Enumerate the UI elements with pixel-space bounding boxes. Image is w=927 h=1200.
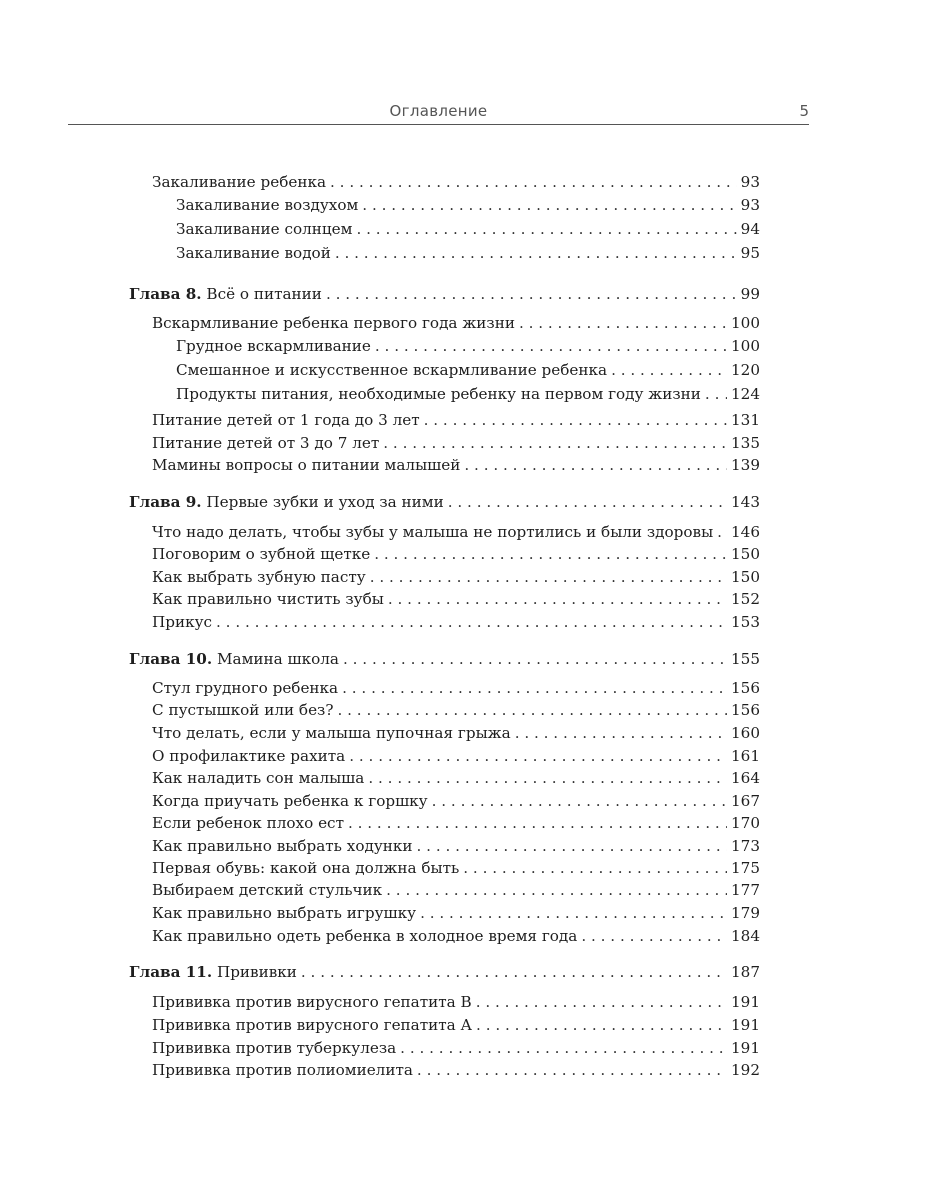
toc-entry-text: Смешанное и искусственное вскармливание ребенка xyxy=(176,361,608,379)
toc-entry xyxy=(152,522,760,542)
toc-entry-text: Первые зубки и уход за ними xyxy=(206,493,444,511)
dot-leader xyxy=(476,992,727,1012)
toc-entry-title xyxy=(129,492,444,512)
dot-leader xyxy=(420,903,727,923)
toc-entry xyxy=(152,313,760,333)
toc-entry-text: Закаливание ребенка xyxy=(152,173,327,191)
toc-entry xyxy=(152,992,760,1012)
toc-chapter-entry xyxy=(129,492,760,512)
header-page-number: 5 xyxy=(799,102,809,120)
toc-page-number: 150 xyxy=(731,545,760,563)
toc-page-number: 99 xyxy=(740,285,760,303)
dot-leader xyxy=(388,589,727,609)
toc-page-number: 146 xyxy=(731,523,760,541)
toc-page-number: 164 xyxy=(731,769,760,787)
toc-page-number: 191 xyxy=(731,993,760,1011)
toc-entry-text: Мамина школа xyxy=(216,650,339,668)
dot-leader xyxy=(348,813,727,833)
toc-entry-text: Как правильно чистить зубы xyxy=(152,590,384,608)
toc-page-number: 191 xyxy=(731,1016,760,1034)
toc-entry-text: Мамины вопросы о питании малышей xyxy=(152,456,461,474)
dot-leader xyxy=(368,768,727,788)
toc-entry-text: Стул грудного ребенка xyxy=(152,679,339,697)
toc-entry xyxy=(152,880,760,900)
toc-entry xyxy=(152,455,760,475)
toc-entry xyxy=(152,926,760,946)
dot-leader xyxy=(335,243,737,263)
toc-entry-title xyxy=(152,455,460,475)
dot-leader xyxy=(342,678,727,698)
toc-page-number: 156 xyxy=(731,679,760,697)
toc-entry-text: Что делать, если у малыша пупочная грыжа xyxy=(152,724,511,742)
toc-entry-title xyxy=(176,360,607,380)
toc-entry-title xyxy=(176,384,701,404)
toc-entry-title xyxy=(129,649,339,669)
chapter-label: Глава 8. xyxy=(129,285,202,303)
toc-entry-text: Закаливание водой xyxy=(176,244,331,262)
toc-entry-title xyxy=(152,567,366,587)
toc-entry-text: Питание детей от 3 до 7 лет xyxy=(152,434,380,452)
dot-leader xyxy=(301,962,727,982)
toc-entry-title xyxy=(152,522,713,542)
toc-entry-title xyxy=(176,195,358,215)
toc-entry-text: Вскармливание ребенка первого года жизни xyxy=(152,314,515,332)
toc-entry-text: Прививки xyxy=(216,963,297,981)
toc-entry xyxy=(152,589,760,609)
toc-entry-text: Прикус xyxy=(152,613,213,631)
dot-leader xyxy=(464,455,727,475)
toc-chapter-entry xyxy=(129,284,760,304)
chapter-label: Глава 10. xyxy=(129,650,213,668)
toc-entry-text: С пустышкой или без? xyxy=(152,701,334,719)
dot-leader xyxy=(448,492,727,512)
toc-entry-text: Как выбрать зубную пасту xyxy=(152,568,366,586)
toc-entry xyxy=(152,1060,760,1080)
dot-leader xyxy=(432,791,727,811)
toc-entry-title xyxy=(152,172,326,192)
toc-entry xyxy=(176,195,760,215)
toc-page-number: 156 xyxy=(731,701,760,719)
toc-entry xyxy=(152,836,760,856)
toc-entry-title xyxy=(152,903,416,923)
toc-entry-title xyxy=(152,313,515,333)
toc-page-number: 139 xyxy=(731,456,760,474)
dot-leader xyxy=(417,836,727,856)
toc-entry-title xyxy=(152,836,413,856)
header-title: Оглавление xyxy=(389,102,488,120)
toc-entry-text: Грудное вскармливание xyxy=(176,337,371,355)
toc-entry-title xyxy=(176,336,371,356)
toc-entry xyxy=(176,336,760,356)
toc-entry xyxy=(152,410,760,430)
toc-entry-text: Если ребенок плохо ест xyxy=(152,814,344,832)
dot-leader xyxy=(326,284,737,304)
toc-entry-text: Выбираем детский стульчик xyxy=(152,881,383,899)
toc-entry-title xyxy=(152,880,382,900)
dot-leader xyxy=(349,746,727,766)
toc-entry xyxy=(152,678,760,698)
toc-page-number: 155 xyxy=(731,650,760,668)
toc-page-number: 179 xyxy=(731,904,760,922)
toc-page-number: 161 xyxy=(731,747,760,765)
dot-leader xyxy=(705,384,727,404)
toc-entry-text: Закаливание воздухом xyxy=(176,196,359,214)
toc-entry-text: Закаливание солнцем xyxy=(176,220,353,238)
dot-leader xyxy=(581,926,727,946)
toc-entry-title xyxy=(152,768,364,788)
toc-entry-title xyxy=(152,700,334,720)
toc-entry xyxy=(176,360,760,380)
toc-page-number: 94 xyxy=(740,220,760,238)
toc-entry-title xyxy=(152,813,344,833)
dot-leader xyxy=(386,880,727,900)
dot-leader xyxy=(417,1060,727,1080)
toc-page-number: 170 xyxy=(731,814,760,832)
toc-entry-title xyxy=(152,612,212,632)
toc-entry-title xyxy=(129,962,297,982)
toc-entry-title xyxy=(152,723,511,743)
dot-leader xyxy=(343,649,727,669)
toc-entry xyxy=(152,700,760,720)
dot-leader xyxy=(424,410,727,430)
toc-entry xyxy=(152,723,760,743)
toc-chapter-entry xyxy=(129,962,760,982)
toc-page-number: 167 xyxy=(731,792,760,810)
toc-entry-text: Прививка против вирусного гепатита А xyxy=(152,1016,473,1034)
toc-entry-text: Первая обувь: какой она должна быть xyxy=(152,859,460,877)
toc-entry-title xyxy=(152,1060,413,1080)
toc-entry xyxy=(152,813,760,833)
toc-entry xyxy=(152,433,760,453)
toc-page-number: 152 xyxy=(731,590,760,608)
running-header xyxy=(68,100,809,125)
toc-entry-text: Питание детей от 1 года до 3 лет xyxy=(152,411,420,429)
dot-leader xyxy=(357,219,737,239)
toc-chapter-entry xyxy=(129,649,760,669)
toc-entry-text: Прививка против вирусного гепатита В xyxy=(152,993,472,1011)
toc-entry-text: Как наладить сон малыша xyxy=(152,769,365,787)
toc-page-number: 100 xyxy=(731,314,760,332)
toc-page-number: 160 xyxy=(731,724,760,742)
toc-page-number: 184 xyxy=(731,927,760,945)
chapter-label: Глава 9. xyxy=(129,493,202,511)
toc-entry-text: Как правильно выбрать игрушку xyxy=(152,904,417,922)
toc-entry xyxy=(152,768,760,788)
toc-entry xyxy=(152,172,760,192)
toc-page-number: 177 xyxy=(731,881,760,899)
dot-leader xyxy=(330,172,737,192)
toc-page-number: 93 xyxy=(740,173,760,191)
toc-page-number: 93 xyxy=(740,196,760,214)
dot-leader xyxy=(383,433,727,453)
toc-page-number: 124 xyxy=(731,385,760,403)
dot-leader xyxy=(362,195,736,215)
toc-page-number: 191 xyxy=(731,1039,760,1057)
toc-page-number: 120 xyxy=(731,361,760,379)
toc-page-number: 131 xyxy=(731,411,760,429)
toc-entry-text: Прививка против полиомиелита xyxy=(152,1061,413,1079)
toc-page-number: 153 xyxy=(731,613,760,631)
toc-entry-title xyxy=(152,410,420,430)
toc-page-number: 175 xyxy=(731,859,760,877)
toc-entry-text: Когда приучать ребенка к горшку xyxy=(152,792,428,810)
toc-page-number: 192 xyxy=(731,1061,760,1079)
dot-leader xyxy=(374,544,727,564)
dot-leader xyxy=(717,522,727,542)
toc-entry-title xyxy=(152,858,459,878)
toc-page-number: 187 xyxy=(731,963,760,981)
toc-entry-text: Продукты питания, необходимые ребенку на первом году жизни xyxy=(176,385,701,403)
toc-page-number: 135 xyxy=(731,434,760,452)
toc-entry-title xyxy=(152,746,345,766)
dot-leader xyxy=(611,360,727,380)
toc-entry xyxy=(152,903,760,923)
toc-entry-text: Прививка против туберкулеза xyxy=(152,1039,397,1057)
toc-entry xyxy=(176,384,760,404)
toc-entry-text: Всё о питании xyxy=(206,285,322,303)
chapter-label: Глава 11. xyxy=(129,963,213,981)
toc-entry xyxy=(152,791,760,811)
toc-entry-text: Как правильно одеть ребенка в холодное время года xyxy=(152,927,578,945)
toc-entry-title xyxy=(152,678,338,698)
toc-entry-text: Как правильно выбрать ходунки xyxy=(152,837,413,855)
dot-leader xyxy=(216,612,727,632)
toc-entry-title xyxy=(152,433,379,453)
dot-leader xyxy=(463,858,727,878)
toc-entry xyxy=(152,1015,760,1035)
dot-leader xyxy=(476,1015,727,1035)
toc-entry-title xyxy=(152,926,577,946)
toc-entry xyxy=(152,1038,760,1058)
dot-leader xyxy=(515,723,727,743)
toc-entry-text: О профилактике рахита xyxy=(152,747,346,765)
toc-entry-title xyxy=(152,791,428,811)
toc-entry-title xyxy=(176,243,331,263)
toc-page-number: 150 xyxy=(731,568,760,586)
toc-entry-title xyxy=(152,1038,396,1058)
dot-leader xyxy=(400,1038,727,1058)
toc-entry-title xyxy=(129,284,322,304)
toc-entry xyxy=(152,858,760,878)
dot-leader xyxy=(519,313,727,333)
dot-leader xyxy=(338,700,728,720)
toc-entry-title xyxy=(152,544,370,564)
dot-leader xyxy=(370,567,727,587)
toc-entry xyxy=(152,746,760,766)
toc-entry xyxy=(176,243,760,263)
toc-entry-title xyxy=(152,992,472,1012)
toc-page-number: 173 xyxy=(731,837,760,855)
dot-leader xyxy=(375,336,727,356)
toc-entry xyxy=(176,219,760,239)
toc-entry-title xyxy=(176,219,353,239)
toc-entry-text: Поговорим о зубной щетке xyxy=(152,545,371,563)
toc-entry xyxy=(152,544,760,564)
toc-entry xyxy=(152,567,760,587)
toc-entry-title xyxy=(152,589,384,609)
toc-page-number: 143 xyxy=(731,493,760,511)
toc-page-number: 100 xyxy=(731,337,760,355)
toc-entry-text: Что надо делать, чтобы зубы у малыша не портились и были здоровы xyxy=(152,523,714,541)
toc-entry-title xyxy=(152,1015,472,1035)
toc-page-number: 95 xyxy=(740,244,760,262)
toc-entry xyxy=(152,612,760,632)
